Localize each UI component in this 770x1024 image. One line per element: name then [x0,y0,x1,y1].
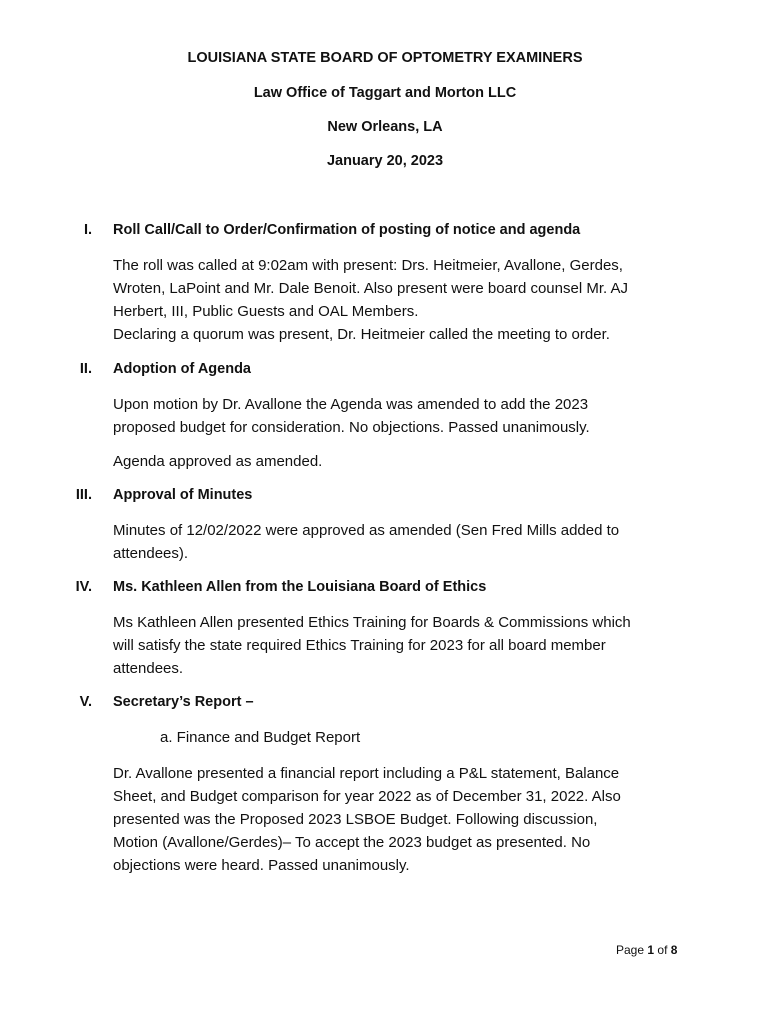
paragraph-line: Sheet, and Budget comparison for year 2022 as of December 31, 2022. Also [113,788,621,805]
paragraph-line: proposed budget for consideration. No objections. Passed unanimously. [113,419,590,436]
section-heading: Roll Call/Call to Order/Confirmation of posting of notice and agenda [113,222,581,238]
paragraph-line: presented was the Proposed 2023 LSBOE Budget. Following discussion, [113,811,598,828]
meeting-date: January 20, 2023 [326,153,444,169]
paragraph-line: will satisfy the state required Ethics Training for 2023 for all board member [113,637,606,654]
paragraph-line: Declaring a quorum was present, Dr. Heitmeier called the meeting to order. [113,326,610,343]
section-heading: Approval of Minutes [113,487,253,503]
paragraph-line: attendees). [113,545,189,562]
section-paragraph [113,611,683,680]
board-title: LOUISIANA STATE BOARD OF OPTOMETRY EXAMINERS [187,50,583,66]
paragraph-line: Dr. Avallone presented a financial report including a P&L statement, Balance [113,765,620,782]
section-numeral: III. [75,487,92,503]
section-paragraph [113,762,683,877]
section-paragraph [113,393,683,439]
section-paragraph [113,254,683,346]
subitem-finance-budget: a. Finance and Budget Report [160,729,361,746]
page-of: of [657,943,668,957]
paragraph-line: Minutes of 12/02/2022 were approved as amended (Sen Fred Mills added to [113,522,620,539]
page-total: 8 [670,943,678,957]
meeting-venue: Law Office of Taggart and Morton LLC [253,85,517,101]
paragraph-line: attendees. [113,660,184,677]
section-numeral: V. [79,694,92,710]
section-paragraph [113,519,683,565]
paragraph-line: The roll was called at 9:02am with present: Drs. Heitmeier, Avallone, Gerdes, [113,257,623,274]
page-number [616,943,677,957]
section-heading: Ms. Kathleen Allen from the Louisiana Board of Ethics [113,579,487,595]
paragraph-line: Herbert, III, Public Guests and OAL Members. [113,303,419,320]
paragraph-line: objections were heard. Passed unanimously. [113,857,410,874]
section-numeral: IV. [75,579,92,595]
paragraph-line: Agenda approved as amended. [113,453,323,470]
section-numeral: I. [83,222,92,238]
section-numeral: II. [79,361,92,377]
page-label: Page [616,943,645,957]
section-paragraph [113,450,683,473]
page-current: 1 [647,943,655,957]
paragraph-line: Wroten, LaPoint and Mr. Dale Benoit. Also present were board counsel Mr. AJ [113,280,629,297]
section-heading: Secretary’s Report – [113,694,254,710]
paragraph-line: Motion (Avallone/Gerdes)– To accept the 2023 budget as presented. No [113,834,591,851]
section-heading: Adoption of Agenda [113,361,251,377]
paragraph-line: Upon motion by Dr. Avallone the Agenda was amended to add the 2023 [113,396,589,413]
meeting-city: New Orleans, LA [327,119,443,135]
paragraph-line: Ms Kathleen Allen presented Ethics Training for Boards & Commissions which [113,614,631,631]
